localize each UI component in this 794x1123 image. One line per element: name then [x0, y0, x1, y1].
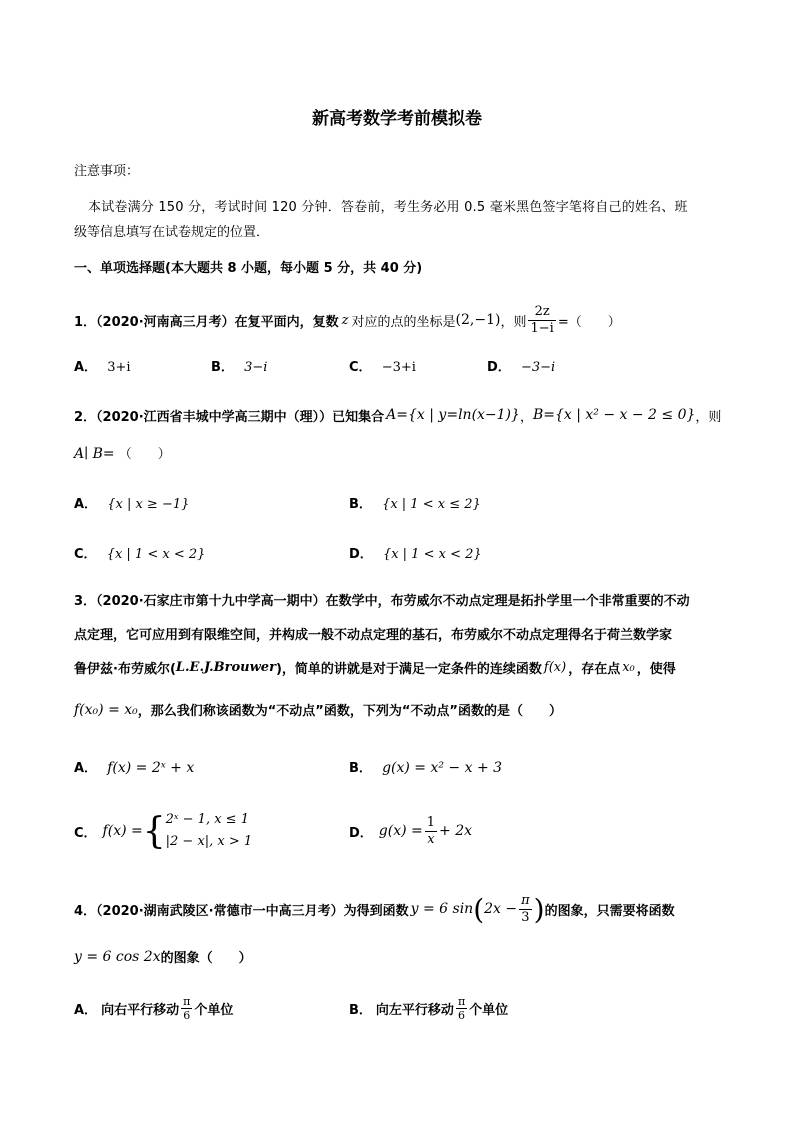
q2-option-a-text: {x | x ≥ −1}: [107, 497, 190, 512]
q2-option-c[interactable]: [74, 543, 205, 562]
question-2-line-2: [74, 443, 171, 462]
question-2-set-b: B={x | x² − x − 2 ≤ 0}: [532, 407, 696, 423]
q3-option-c-label: C．: [74, 825, 97, 841]
notice-line-1: 本试卷满分 150 分，考试时间 120 分钟．答卷前，考生务必用 0.5 毫米黑色签字笔将自己的姓名、班: [88, 200, 688, 215]
question-3-fx: f(x): [543, 660, 567, 675]
q2-option-d-label: D．: [349, 547, 373, 562]
notice-line-2: 级等信息填写在试卷规定的位置．: [74, 225, 270, 240]
question-2-prefix: 2．（2020·江西省丰城中学高三期中（理））已知集合: [74, 409, 385, 425]
q1-option-d-text: −3−i: [520, 360, 556, 375]
left-paren-icon: (: [473, 892, 485, 926]
q1-option-a-text: 3+i: [107, 360, 131, 375]
question-1-frac-num: 2z: [528, 304, 555, 321]
section-heading: 一、单项选择题(本大题共 8 小题，每小题 5 分，共 40 分): [74, 261, 423, 276]
q3-option-a-label: A．: [74, 761, 98, 776]
question-3-line-3a: 鲁伊兹·布劳威尔(: [74, 662, 176, 677]
q4-option-a-text-b: 个单位: [194, 1002, 234, 1018]
question-3-fixed-point-expr: f(x₀) = x₀: [74, 701, 138, 718]
question-3-line-2: 点定理，它可应用到有限维空间，并构成一般不动点定理的基石，布劳威尔不动点定理得名于荷兰数学家: [74, 628, 673, 643]
q2-option-b-label: B．: [349, 497, 372, 512]
q1-option-a[interactable]: [74, 356, 131, 375]
question-4-func: y = 6 sin: [410, 901, 474, 917]
q3-option-d-lhs: g(x) =: [378, 823, 423, 839]
question-4-line-2: [74, 947, 252, 966]
question-3-line-1: 3．（2020·石家庄市第十九中学高一期中）在数学中，布劳威尔不动点定理是拓扑学里一个非常重要的不动: [74, 594, 690, 609]
q1-option-a-label: A．: [74, 360, 98, 375]
question-1-tail: =（ ）: [557, 314, 621, 330]
question-2-set-a: A={x | y=ln(x−1)}: [386, 407, 520, 423]
question-3-line-3: [74, 658, 676, 677]
question-3-brouwer: L.E.J.Brouwer: [175, 660, 276, 675]
q4-option-b-num: π: [457, 994, 466, 1008]
q3-option-a[interactable]: [74, 757, 194, 776]
question-2-line-2-tail: （ ）: [118, 447, 171, 462]
q4-option-b-text-a: 向左平行移动: [375, 1002, 454, 1018]
q2-option-b-text: {x | 1 < x ≤ 2}: [382, 497, 481, 512]
q4-option-b-den: 6: [458, 1008, 466, 1022]
q1-option-d[interactable]: [487, 356, 555, 375]
q4-option-a-fraction: [181, 995, 192, 1022]
question-4-line-2-text: 的图象（ ）: [160, 951, 252, 966]
q2-option-d[interactable]: [349, 543, 482, 562]
q1-option-d-label: D．: [487, 360, 511, 375]
q4-option-a[interactable]: [74, 990, 233, 1026]
question-4: [74, 888, 675, 930]
q1-option-b-text: 3−i: [244, 360, 268, 375]
q3-option-d-num: 1: [426, 814, 436, 830]
question-3-line-4: [74, 700, 562, 719]
right-paren-icon: ): [533, 892, 545, 926]
q4-option-b-label: B．: [349, 1002, 372, 1018]
question-1: [74, 300, 621, 340]
page-title: 新高考数学考前模拟卷: [312, 109, 482, 129]
question-1-mid: 对应的点的坐标是: [351, 314, 456, 330]
q2-option-a[interactable]: [74, 493, 189, 512]
q2-option-c-label: C．: [74, 547, 97, 562]
q3-option-b-label: B．: [349, 761, 372, 776]
question-3-line-3c: ，存在点: [568, 662, 621, 677]
q4-option-a-label: A．: [74, 1002, 98, 1018]
question-3-line-4-text: ，那么我们称该函数为“不动点”函数，下列为“不动点”函数的是（ ）: [137, 704, 562, 719]
question-4-pi-den: 3: [521, 909, 530, 925]
notice-heading: 注意事项：: [74, 164, 140, 179]
question-3-x0: x₀: [622, 660, 635, 675]
question-4-cos-expr: y = 6 cos 2x: [74, 948, 161, 965]
question-1-point: (2,−1): [455, 312, 501, 328]
q1-option-b[interactable]: [211, 356, 267, 375]
q3-option-d[interactable]: [349, 811, 472, 851]
question-4-tail: 的图象，只需要将函数: [544, 903, 675, 919]
q3-option-d-label: D．: [349, 825, 373, 841]
question-1-var: z: [341, 312, 349, 328]
piecewise-brace-icon: {: [142, 810, 166, 852]
question-2: [74, 402, 721, 428]
q4-option-b-text-b: 个单位: [469, 1002, 509, 1018]
question-2-tail: ，则: [695, 409, 722, 425]
q2-option-a-label: A．: [74, 497, 98, 512]
q4-option-a-num: π: [183, 994, 191, 1008]
q3-option-a-text: f(x) = 2ˣ + x: [107, 760, 195, 776]
q3-option-d-fraction: [425, 815, 437, 848]
q1-option-b-label: B．: [211, 360, 234, 375]
question-4-fraction: [519, 893, 532, 926]
q2-option-c-text: {x | 1 < x < 2}: [106, 547, 206, 562]
q1-option-c-text: −3+i: [381, 360, 416, 375]
q3-option-c-piece-1: 2ˣ − 1, x ≤ 1: [165, 812, 249, 827]
question-1-then: ，则: [500, 314, 527, 330]
q3-option-d-rhs: + 2x: [439, 823, 473, 839]
q4-option-a-text-a: 向右平行移动: [101, 1002, 180, 1018]
q4-option-b[interactable]: [349, 990, 508, 1026]
question-3-line-3d: ，使得: [636, 662, 676, 677]
q3-option-d-den: x: [427, 831, 435, 847]
q1-option-c[interactable]: [349, 356, 416, 375]
question-2-sep: ，: [519, 409, 533, 425]
q3-option-c[interactable]: [74, 806, 252, 856]
q2-option-b[interactable]: [349, 493, 481, 512]
question-4-prefix: 4．（2020·湖南武陵区·常德市一中高三月考）为得到函数: [74, 903, 409, 919]
q3-option-c-piece-2: |2 − x|, x > 1: [165, 834, 253, 849]
q1-option-c-label: C．: [349, 360, 372, 375]
question-1-frac-den: 1−i: [530, 320, 554, 336]
q4-option-b-fraction: [456, 995, 467, 1022]
question-2-intersection: A∣ B=: [74, 446, 115, 462]
question-4-pi-num: π: [521, 892, 530, 908]
q4-option-a-den: 6: [183, 1008, 191, 1022]
question-4-inner: 2x −: [484, 901, 518, 917]
q3-option-c-pieces: [166, 809, 253, 853]
question-3-line-3b: )，简单的讲就是对于满足一定条件的连续函数: [275, 662, 542, 677]
q3-option-b-text: g(x) = x² − x + 3: [382, 760, 503, 776]
q2-option-d-text: {x | 1 < x < 2}: [382, 547, 482, 562]
question-1-fraction: [528, 304, 555, 337]
q3-option-b[interactable]: [349, 757, 502, 776]
question-1-prefix: 1．（2020·河南高三月考）在复平面内，复数: [74, 314, 339, 330]
q3-option-c-lhs: f(x) =: [102, 823, 143, 839]
